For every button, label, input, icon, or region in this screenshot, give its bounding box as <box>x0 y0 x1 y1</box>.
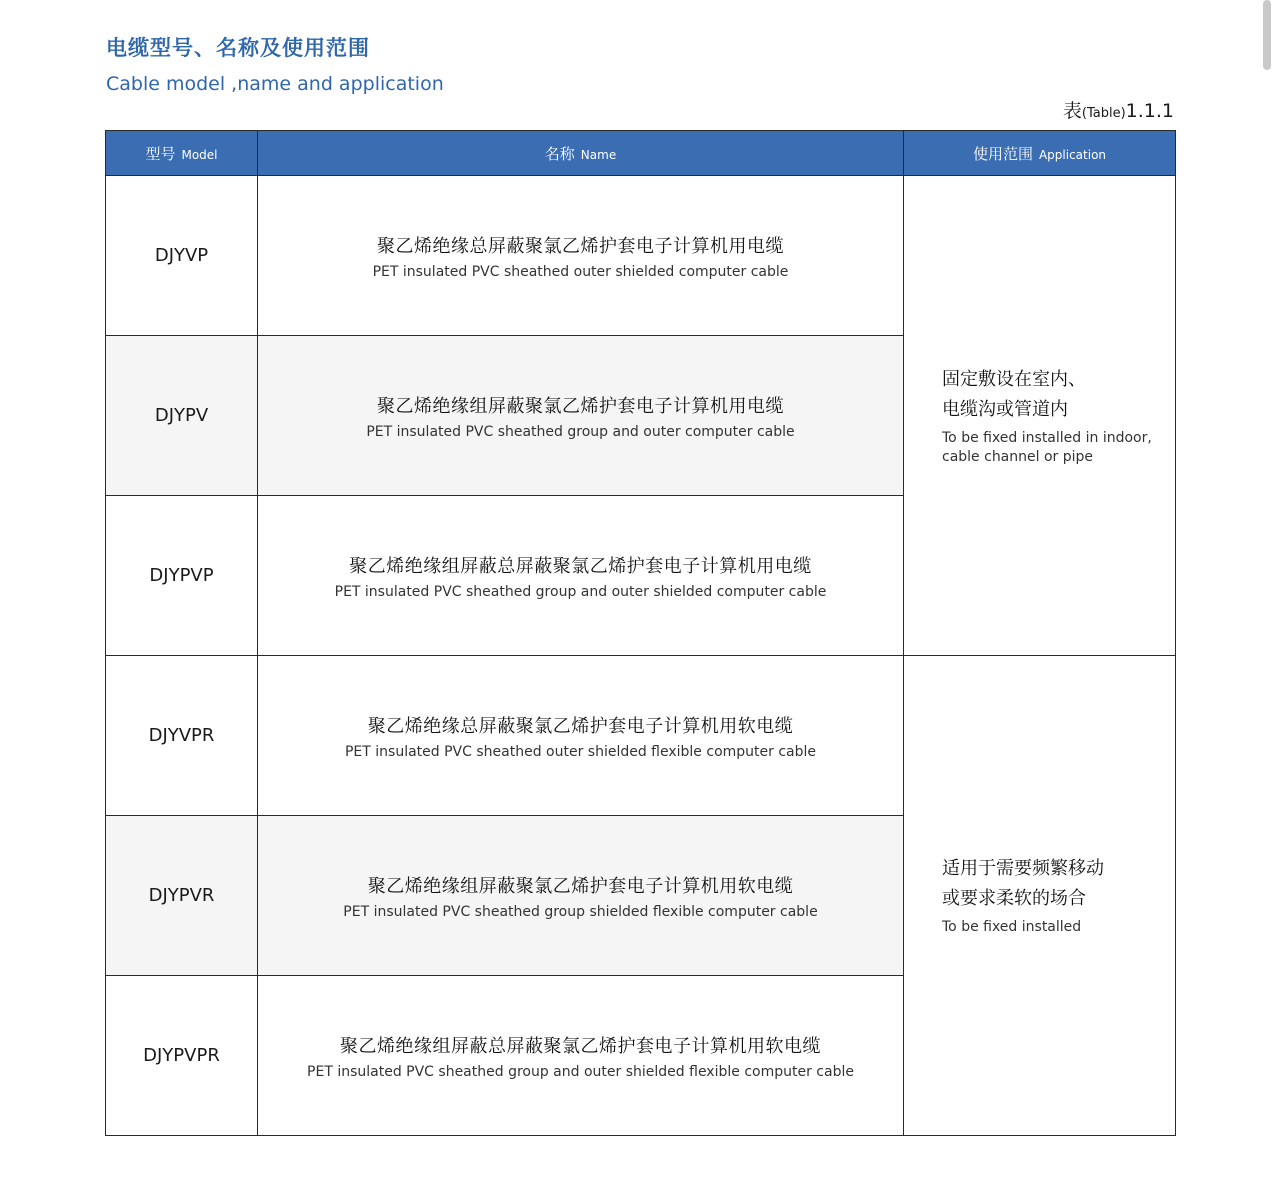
table-number-label <box>1063 96 1174 123</box>
name-cell: 聚乙烯绝缘组屏蔽聚氯乙烯护套电子计算机用电缆 PET insulated PVC sheathed group and outer computer cable <box>258 336 904 496</box>
header-application: 使用范围 Application <box>904 131 1176 176</box>
table-label-cn: 表 <box>1062 100 1082 122</box>
name-cell: 聚乙烯绝缘总屏蔽聚氯乙烯护套电子计算机用软电缆 PET insulated PVC sheathed outer shielded flexible computer cable <box>258 656 904 816</box>
table-number: 1.1.1 <box>1125 100 1174 122</box>
model-cell: DJYPV <box>106 336 258 496</box>
table-row <box>106 656 1176 816</box>
model-cell: DJYPVP <box>106 496 258 656</box>
name-cell: 聚乙烯绝缘组屏蔽聚氯乙烯护套电子计算机用软电缆 PET insulated PVC sheathed group shielded flexible computer cable <box>258 816 904 976</box>
header-model: 型号 Model <box>106 131 258 176</box>
name-cell: 聚乙烯绝缘组屏蔽总屏蔽聚氯乙烯护套电子计算机用软电缆 PET insulated PVC sheathed group and outer shielded flexible computer cable <box>258 976 904 1136</box>
application-cell: 固定敷设在室内、 电缆沟或管道内 To be fixed installed in indoor, cable channel or pipe <box>904 176 1176 656</box>
name-cell: 聚乙烯绝缘总屏蔽聚氯乙烯护套电子计算机用电缆 PET insulated PVC sheathed outer shielded computer cable <box>258 176 904 336</box>
table-header-row <box>106 131 1176 176</box>
vertical-scrollbar[interactable] <box>1254 0 1280 1183</box>
scrollbar-thumb[interactable] <box>1263 0 1271 70</box>
page-subtitle: Cable model ,name and application <box>106 73 444 95</box>
model-cell: DJYVPR <box>106 656 258 816</box>
model-cell: DJYPVPR <box>106 976 258 1136</box>
header-name: 名称 Name <box>258 131 904 176</box>
application-cell: 适用于需要频繁移动 或要求柔软的场合 To be fixed installed <box>904 656 1176 1136</box>
model-cell: DJYPVR <box>106 816 258 976</box>
model-cell: DJYVP <box>106 176 258 336</box>
name-cell: 聚乙烯绝缘组屏蔽总屏蔽聚氯乙烯护套电子计算机用电缆 PET insulated PVC sheathed group and outer shielded computer cable <box>258 496 904 656</box>
table-row <box>106 176 1176 336</box>
page-title: 电缆型号、名称及使用范围 <box>106 36 370 60</box>
table-label-en: (Table) <box>1081 106 1126 121</box>
cable-table <box>105 130 1176 1136</box>
